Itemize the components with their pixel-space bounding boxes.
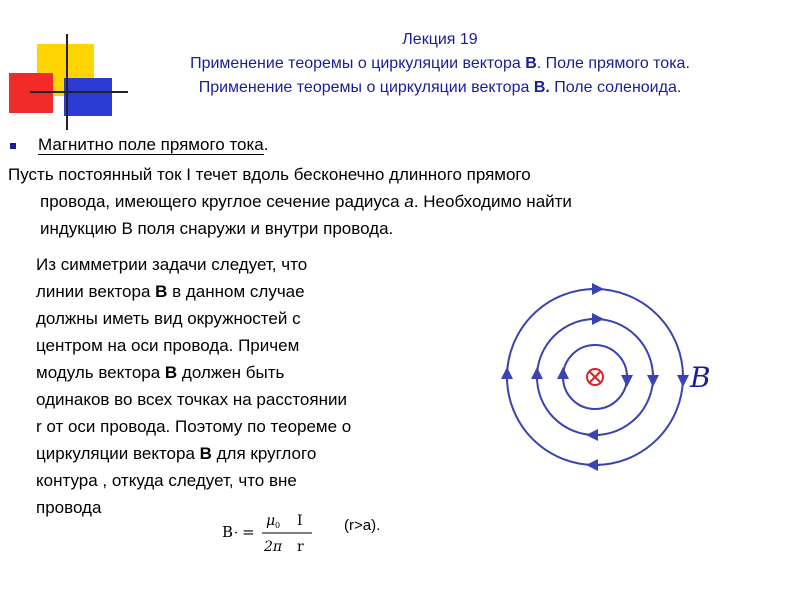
formula-b-field [220, 507, 320, 557]
problem-paragraph [8, 161, 768, 242]
para-line-1: Пусть постоянный ток I течет вдоль бесконечно длинного прямого [8, 165, 531, 184]
decor-red-square [9, 73, 53, 113]
para-line-2: провода, имеющего круглое сечение радиуса a. Необходимо найти [40, 192, 572, 211]
decor-blue-square [64, 78, 112, 116]
field-lines-figure [490, 275, 720, 485]
field-label: B [690, 361, 711, 394]
sym-line-1: Из симметрии задачи следует, что [36, 255, 308, 274]
decor-horizontal-line [30, 91, 128, 93]
title-line-1: Лекция 19 [402, 31, 478, 48]
slide-title [130, 28, 750, 100]
formula-mu: μ [266, 513, 276, 529]
bullet-square-icon [10, 143, 16, 149]
bullet-heading: Магнитно поле прямого тока. [38, 135, 269, 154]
title-line-2: Применение теоремы о циркуляции вектора B. Поле прямого тока. [190, 55, 690, 72]
symmetry-paragraph [36, 251, 456, 521]
formula-r: r [297, 539, 304, 555]
current-into-page-icon [587, 369, 603, 385]
sym-line-9: контура , откуда следует, что вне [36, 471, 297, 490]
svg-text:=: = [242, 523, 255, 541]
sym-line-5: модуль вектора B должен быть [36, 363, 285, 382]
formula-current: I [297, 513, 303, 529]
para-line-3: индукцию В поля снаружи и внутри провода. [40, 219, 394, 238]
formula-lhs: B [222, 523, 234, 541]
condition-text: (r>a). [344, 517, 381, 534]
sym-line-2: линии вектора B в данном случае [36, 282, 305, 301]
sym-line-4: центром на оси провода. Причем [36, 336, 300, 355]
svg-text:·: · [234, 526, 239, 541]
title-line-3: Применение теоремы о циркуляции вектора B. Поле соленоида. [198, 79, 682, 96]
formula-2pi: 2π [264, 539, 283, 555]
sym-line-8: циркуляции вектора B для круглого [36, 444, 317, 463]
sym-line-10: провода [36, 498, 102, 517]
sym-line-6: одинаков во всех точках на расстоянии [36, 390, 347, 409]
sym-line-7: r от оси провода. Поэтому по теореме о [36, 417, 352, 436]
decor-vertical-line [66, 34, 68, 130]
formula-mu-sub: 0 [275, 521, 281, 530]
sym-line-3: должны иметь вид окружностей с [36, 309, 301, 328]
